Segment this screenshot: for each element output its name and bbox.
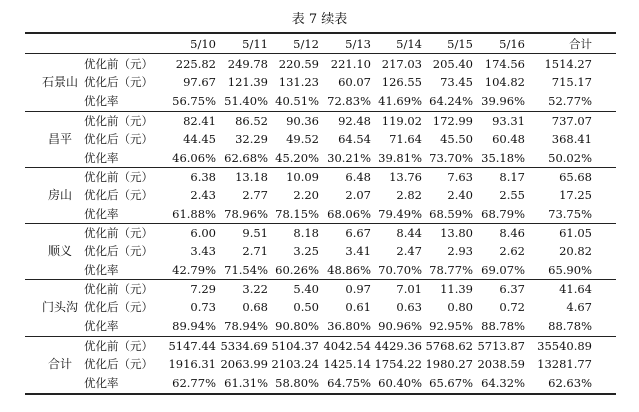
table-cell: 65.90% <box>548 262 592 277</box>
table-cell: 2.93 <box>447 244 473 259</box>
table-cell: 6.38 <box>190 170 216 184</box>
table-cell: 715.17 <box>551 75 592 90</box>
group-rule <box>25 336 616 337</box>
table-cell: 2103.24 <box>271 357 319 372</box>
metric-label: 优化后（元） <box>84 188 153 203</box>
table-cell: 2.07 <box>345 188 371 203</box>
metric-label: 优化率 <box>84 93 119 108</box>
table-cell: 1980.27 <box>425 357 473 372</box>
table-cell: 5104.37 <box>271 339 319 353</box>
metric-label: 优化率 <box>84 318 119 333</box>
table-cell: 8.17 <box>499 170 525 184</box>
table-cell: 1754.22 <box>374 357 422 372</box>
table-cell: 64.54 <box>338 132 371 147</box>
table-cell: 17.25 <box>559 188 592 203</box>
table-cell: 62.68% <box>224 150 268 165</box>
table-cell: 220.59 <box>278 57 319 71</box>
column-header: 5/16 <box>499 37 525 51</box>
metric-label: 优化前（元） <box>84 226 153 240</box>
column-header: 合计 <box>569 37 592 51</box>
table-cell: 0.72 <box>499 300 525 315</box>
table-cell: 44.45 <box>183 132 216 147</box>
metric-label: 优化率 <box>84 262 119 277</box>
table-cell: 32.29 <box>235 132 268 147</box>
table-cell: 4042.54 <box>323 339 371 353</box>
table-cell: 69.07% <box>481 262 525 277</box>
table-cell: 49.52 <box>286 132 319 147</box>
table-cell: 7.01 <box>396 282 422 296</box>
column-header: 5/11 <box>242 37 268 51</box>
group-label: 房山 <box>47 188 72 203</box>
table-cell: 89.94% <box>172 318 216 333</box>
column-header: 5/15 <box>447 37 473 51</box>
table-cell: 70.70% <box>378 262 422 277</box>
table-cell: 90.80% <box>275 318 319 333</box>
table-cell: 78.94% <box>224 318 268 333</box>
table-cell: 0.80 <box>447 300 473 315</box>
table-cell: 78.15% <box>275 206 319 221</box>
table-cell: 2.55 <box>499 188 525 203</box>
group-label: 石景山 <box>41 75 78 90</box>
table-cell: 7.29 <box>190 282 216 296</box>
table-cell: 50.02% <box>548 150 592 165</box>
metric-label: 优化前（元） <box>84 339 153 353</box>
table-cell: 90.36 <box>286 114 319 128</box>
table-cell: 79.49% <box>378 206 422 221</box>
metric-label: 优化前（元） <box>84 170 153 184</box>
table-cell: 5.40 <box>293 282 319 296</box>
group-rule <box>25 223 616 224</box>
table-cell: 4429.36 <box>374 339 422 353</box>
table-cell: 30.21% <box>327 150 371 165</box>
table-cell: 2.47 <box>396 244 422 259</box>
table-cell: 64.32% <box>481 375 525 390</box>
table-cell: 13.76 <box>389 170 422 184</box>
table-cell: 6.37 <box>499 282 525 296</box>
metric-label: 优化后（元） <box>84 244 153 259</box>
metric-label: 优化前（元） <box>84 282 153 296</box>
group-rule <box>25 111 616 112</box>
table-cell: 737.07 <box>551 114 592 128</box>
metric-label: 优化后（元） <box>84 300 153 315</box>
table-cell: 6.48 <box>345 170 371 184</box>
metric-label: 优化率 <box>84 375 119 390</box>
table-cell: 172.99 <box>432 114 473 128</box>
table-cell: 11.39 <box>440 282 473 296</box>
table-cell: 36.80% <box>327 318 371 333</box>
table-cell: 225.82 <box>175 57 216 71</box>
table-cell: 217.03 <box>381 57 422 71</box>
table-cell: 45.20% <box>275 150 319 165</box>
table-cell: 8.44 <box>396 226 422 240</box>
column-header: 5/13 <box>345 37 371 51</box>
table-cell: 51.40% <box>224 93 268 108</box>
table-cell: 2.77 <box>242 188 268 203</box>
table-cell: 2063.99 <box>220 357 268 372</box>
table-cell: 205.40 <box>432 57 473 71</box>
group-label: 昌平 <box>47 132 72 147</box>
table-cell: 0.97 <box>345 282 371 296</box>
table-cell: 20.82 <box>559 244 592 259</box>
table-cell: 35.18% <box>481 150 525 165</box>
table-cell: 3.41 <box>345 244 371 259</box>
table-cell: 13.80 <box>440 226 473 240</box>
table-cell: 61.31% <box>224 375 268 390</box>
table-cell: 97.67 <box>183 75 216 90</box>
table-cell: 64.75% <box>327 375 371 390</box>
header-rule <box>25 53 616 54</box>
table-cell: 52.77% <box>548 93 592 108</box>
table-cell: 10.09 <box>286 170 319 184</box>
table-cell: 78.96% <box>224 206 268 221</box>
column-header: 5/10 <box>190 37 216 51</box>
table-cell: 56.75% <box>172 93 216 108</box>
metric-label: 优化后（元） <box>84 357 153 372</box>
table-cell: 2.43 <box>190 188 216 203</box>
table-cell: 60.40% <box>378 375 422 390</box>
table-caption: 表 7 续表 <box>291 12 348 27</box>
table-cell: 174.56 <box>484 57 525 71</box>
table-cell: 0.73 <box>190 300 216 315</box>
table-cell: 0.63 <box>396 300 422 315</box>
table-cell: 72.83% <box>327 93 371 108</box>
table-cell: 0.68 <box>242 300 268 315</box>
group-rule <box>25 279 616 280</box>
table-cell: 90.96% <box>378 318 422 333</box>
table-cell: 42.79% <box>172 262 216 277</box>
table-cell: 68.59% <box>429 206 473 221</box>
table-cell: 9.51 <box>242 226 268 240</box>
table-cell: 3.43 <box>190 244 216 259</box>
table-cell: 13281.77 <box>537 357 592 372</box>
table-cell: 71.54% <box>224 262 268 277</box>
table-cell: 40.51% <box>275 93 319 108</box>
group-label: 门头沟 <box>41 300 78 315</box>
group-rule <box>25 167 616 168</box>
table-cell: 60.26% <box>275 262 319 277</box>
table-cell: 35540.89 <box>537 339 592 353</box>
table-cell: 41.64 <box>559 282 592 296</box>
metric-label: 优化率 <box>84 150 119 165</box>
table-cell: 121.39 <box>227 75 268 90</box>
table-cell: 92.48 <box>338 114 371 128</box>
column-header: 5/14 <box>396 37 422 51</box>
table-cell: 8.46 <box>499 226 525 240</box>
table-cell: 6.00 <box>190 226 216 240</box>
table-cell: 249.78 <box>227 57 268 71</box>
table-cell: 73.70% <box>429 150 473 165</box>
table-cell: 73.75% <box>548 206 592 221</box>
table-cell: 5768.62 <box>425 339 473 353</box>
table-cell: 82.41 <box>183 114 216 128</box>
table-cell: 61.05 <box>559 226 592 240</box>
group-label: 合计 <box>47 357 72 372</box>
metric-label: 优化前（元） <box>84 57 153 71</box>
table-cell: 1425.14 <box>323 357 371 372</box>
column-header: 5/12 <box>293 37 319 51</box>
table-cell: 3.25 <box>293 244 319 259</box>
table-cell: 221.10 <box>330 57 371 71</box>
table-cell: 60.48 <box>492 132 525 147</box>
table-cell: 58.80% <box>275 375 319 390</box>
table-cell: 61.88% <box>172 206 216 221</box>
group-label: 顺义 <box>47 244 72 259</box>
table-cell: 4.67 <box>566 300 592 315</box>
table-cell: 46.06% <box>172 150 216 165</box>
metric-label: 优化前（元） <box>84 114 153 128</box>
table-cell: 2038.59 <box>477 357 525 372</box>
table-cell: 5147.44 <box>168 339 216 353</box>
table-cell: 65.68 <box>559 170 592 184</box>
table-cell: 126.55 <box>381 75 422 90</box>
table-cell: 7.63 <box>447 170 473 184</box>
table-cell: 68.06% <box>327 206 371 221</box>
table-bottom-rule <box>25 393 616 395</box>
table-cell: 62.77% <box>172 375 216 390</box>
table-cell: 1514.27 <box>544 57 592 71</box>
table-cell: 71.64 <box>389 132 422 147</box>
table-cell: 93.31 <box>492 114 525 128</box>
table-cell: 45.50 <box>440 132 473 147</box>
table-cell: 5334.69 <box>220 339 268 353</box>
metric-label: 优化后（元） <box>84 75 153 90</box>
table-cell: 48.86% <box>327 262 371 277</box>
table-cell: 2.40 <box>447 188 473 203</box>
table-cell: 0.50 <box>293 300 319 315</box>
table-cell: 13.18 <box>235 170 268 184</box>
table-cell: 0.61 <box>345 300 371 315</box>
table-cell: 92.95% <box>429 318 473 333</box>
table-cell: 88.78% <box>548 318 592 333</box>
metric-label: 优化后（元） <box>84 132 153 147</box>
table-cell: 2.82 <box>396 188 422 203</box>
table-cell: 73.45 <box>440 75 473 90</box>
metric-label: 优化率 <box>84 206 119 221</box>
table-cell: 2.20 <box>293 188 319 203</box>
table-cell: 368.41 <box>551 132 592 147</box>
table-cell: 104.82 <box>484 75 525 90</box>
table-cell: 1916.31 <box>168 357 216 372</box>
table-cell: 131.23 <box>278 75 319 90</box>
table-cell: 68.79% <box>481 206 525 221</box>
table-cell: 60.07 <box>338 75 371 90</box>
table-cell: 5713.87 <box>477 339 525 353</box>
table-cell: 2.71 <box>242 244 268 259</box>
table-cell: 3.22 <box>242 282 268 296</box>
table-cell: 8.18 <box>293 226 319 240</box>
table-cell: 2.62 <box>499 244 525 259</box>
table-cell: 41.69% <box>378 93 422 108</box>
table-cell: 39.96% <box>481 93 525 108</box>
table-cell: 6.67 <box>345 226 371 240</box>
table-cell: 64.24% <box>429 93 473 108</box>
table-cell: 78.77% <box>429 262 473 277</box>
table-cell: 119.02 <box>381 114 422 128</box>
table-cell: 86.52 <box>235 114 268 128</box>
table-top-rule <box>25 32 616 34</box>
table-cell: 62.63% <box>548 375 592 390</box>
table-cell: 88.78% <box>481 318 525 333</box>
table-cell: 39.81% <box>378 150 422 165</box>
table-cell: 65.67% <box>429 375 473 390</box>
